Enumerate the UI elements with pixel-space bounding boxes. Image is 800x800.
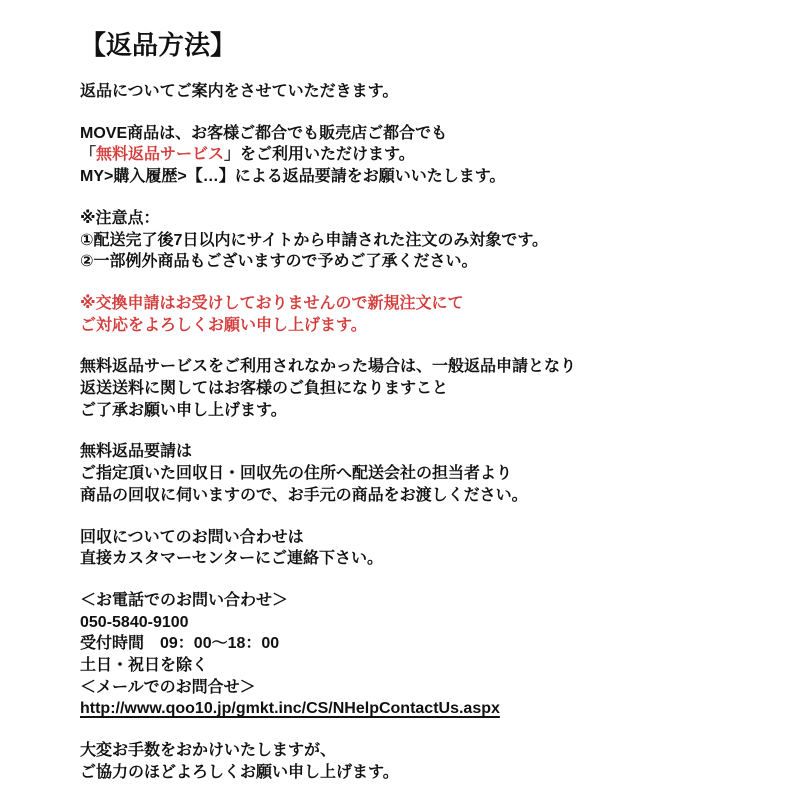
intro-paragraph [80,81,760,103]
contact-paragraph [80,590,760,720]
general-return-line-1: 無料返品サービスをご利用されなかった場合は、一般返品申請となり [80,358,577,376]
free-return-line-2: ご指定頂いた回収日・回収先の住所へ配送会社の担当者より [80,465,513,483]
exchange-warning-paragraph [80,293,760,336]
mail-contact-heading: ＜メールでのお問合せ＞ [80,678,256,696]
notes-paragraph [80,208,760,273]
exchange-warning-line-2: ご対応をよろしくお願い申し上げます。 [80,316,367,334]
business-hours: 受付時間 09：00～18：00 [80,635,280,653]
notes-heading: ※注意点： [80,209,160,227]
general-return-paragraph [80,356,760,421]
notes-item-1: ①配送完了後7日以内にサイトから申請された注文のみ対象です。 [80,231,549,249]
free-return-line-1: 無料返品要請は [80,443,193,461]
page-title: 【返品方法】 [80,30,237,60]
exchange-warning-line-1: ※交換申請はお受けしておりませんので新規注文にて [80,294,464,312]
free-return-line-3: 商品の回収に伺いますので、お手元の商品をお渡しください。 [80,486,528,504]
notes-item-2: ②一部例外商品もございますので予めご了承ください。 [80,253,478,271]
collection-inquiry-paragraph [80,527,760,570]
move-line-2 [80,144,760,166]
closing-line-2: ご協力のほどよろしくお願い申し上げます。 [80,763,399,781]
free-return-service-highlight: 無料返品サービス [96,146,225,164]
move-line-1: MOVE商品は、お客様ご都合でも販売店ご都合でも [80,124,448,142]
free-return-request-paragraph [80,441,760,506]
general-return-line-3: ご了承お願い申し上げます。 [80,401,287,419]
intro-text: 返品についてご案内をさせていただきます。 [80,83,399,100]
closing-paragraph [80,740,760,783]
closing-line-1: 大変お手数をおかけいたしますが、 [80,742,337,760]
move-line-3: MY>購入履歴>【…】による返品要請をお願いいたします。 [80,168,506,186]
bracket-open: 「 [80,146,97,164]
contact-url-link[interactable]: http://www.qoo10.jp/gmkt.inc/CS/NHelpContactUs.aspx [80,700,500,718]
phone-number: 050-5840-9100 [80,613,189,631]
general-return-line-2: 返送送料に関してはお客様のご負担になりますこと [80,380,449,398]
move-line-2-rest: 」をご利用いただけます。 [224,146,415,164]
collection-inquiry-line-2: 直接カスタマーセンターにご連絡下さい。 [80,550,384,568]
phone-contact-heading: ＜お電話でのお問い合わせ＞ [80,591,289,609]
move-service-paragraph [80,123,760,188]
collection-inquiry-line-1: 回収についてのお問い合わせは [80,528,304,546]
closed-days: 土日・祝日を除く [80,657,209,675]
